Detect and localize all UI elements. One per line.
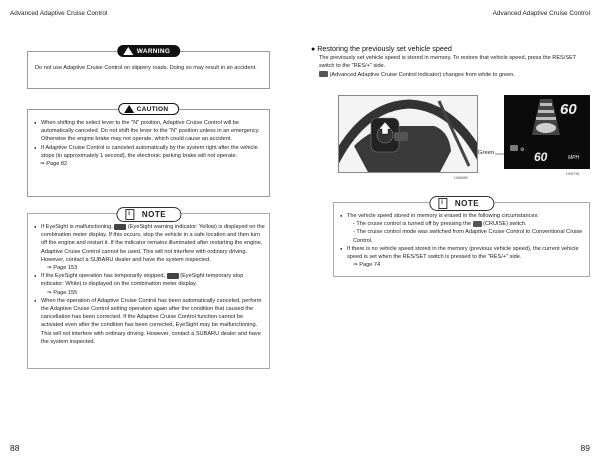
note-item: ● When the operation of Adaptive Cruise Control has been automatically canceled, perform the Adaptive Cruise Control setting operation again after the condition that caused the cancellation has been corrected. If the Adaptive Cruise Control function cannot be activated even after the condition has been corrected, EyeSight may be malfunctioning. This will not interfere with ordinary driving. However, contact a SUBARU dealer and have the system inspected. bbox=[34, 297, 266, 346]
caution-item: ● When shifting the select lever to the "N" position, Adaptive Cruise Control will be automatically canceled. Do not shift the lever to the "N" position unless in an emergency. Otherwise the engine brake may not operate, which could cause an accident. bbox=[34, 119, 266, 144]
running-header-left: Advanced Adaptive Cruise Control bbox=[10, 10, 108, 17]
caution-triangle-icon bbox=[124, 105, 134, 113]
page-number-right: 89 bbox=[580, 443, 590, 453]
speed-unit: MPH bbox=[568, 155, 580, 161]
note-item: ● If EyeSight is malfunctioning, (EyeSight warning indicator: Yellow) is displayed on the combination meter display. If this occurs, stop the vehicle in a safe location and then turn off the engine and restart it. If the indicator remains illuminated after restarting the engine, Adaptive Cruise Control cannot be used. This will not interfere with ordinary driving. However, contact a SUBARU dealer and have the system inspected. ⇒ Page 153 bbox=[34, 223, 266, 272]
current-speed-readout: 60 bbox=[534, 150, 548, 164]
warning-box bbox=[27, 47, 270, 89]
caution-box bbox=[27, 105, 270, 197]
warning-label-wrap bbox=[117, 45, 181, 57]
note-page-ref[interactable]: ⇒ Page 74 bbox=[353, 262, 381, 269]
wheel-figure-code: H0866B bbox=[454, 176, 468, 180]
cruise-switch-icon bbox=[473, 221, 482, 227]
steering-wheel-figure bbox=[338, 95, 478, 173]
warning-triangle-icon bbox=[123, 47, 133, 55]
meter-figure-code: H06735 bbox=[566, 172, 580, 176]
note-page-ref[interactable]: ⇒ Page 155 bbox=[47, 289, 78, 296]
caution-label: CAUTION bbox=[118, 103, 180, 115]
section-title: ● Restoring the previously set vehicle speed bbox=[311, 44, 452, 53]
set-speed-readout: 60 bbox=[560, 101, 577, 118]
running-header-right: Advanced Adaptive Cruise Control bbox=[492, 10, 590, 17]
warning-text: Do not use Adaptive Cruise Control on slippery roads. Doing so may result in an accident. bbox=[35, 65, 257, 71]
cruise-indicator-icon bbox=[319, 71, 328, 77]
note-item: ● If the EyeSight operation has temporarily stopped, (EyeSight temporary stop indicator: White) is displayed on the combination meter display. ⇒ Page 155 bbox=[34, 272, 266, 297]
warning-label: WARNING bbox=[117, 45, 181, 57]
section-body-text: The previously set vehicle speed is stored in memory. To restore that vehicle speed, press the RES/SET switch to the "RES/+" side. bbox=[319, 55, 577, 70]
note-item: ● If there is no vehicle speed stored in the memory (previous vehicle speed), the current vehicle speed is set when the RES/SET switch is pressed to the "RES/+" side. ⇒ Page 74 bbox=[340, 245, 586, 270]
green-indicator-label: Green bbox=[478, 150, 495, 156]
caution-label-wrap bbox=[118, 103, 180, 115]
section-body bbox=[319, 54, 591, 79]
note-page-ref[interactable]: ⇒ Page 153 bbox=[47, 265, 78, 272]
eyesight-temporary-stop-icon bbox=[167, 273, 179, 279]
steering-wheel-illustration bbox=[339, 96, 478, 173]
eyesight-warning-icon bbox=[114, 224, 126, 230]
note-box-right bbox=[333, 199, 590, 277]
note-label-right: i NOTE bbox=[429, 196, 494, 211]
note-icon: i bbox=[125, 209, 134, 220]
caution-page-ref[interactable]: ⇒ Page 82 bbox=[40, 161, 68, 168]
caution-item: ● If Adaptive Cruise Control is canceled automatically by the system right after the vehicle stops (in approximately 1 second), the electronic parking brake will not operate. bbox=[34, 144, 266, 160]
section-indicator-line: (Advanced Adaptive Cruise Control indicator) changes from white to green. bbox=[319, 71, 591, 79]
note-icon: i bbox=[438, 198, 447, 209]
note-subitem: - The cruise control is turned off by pressing the (CRUISE) switch. bbox=[353, 221, 527, 228]
page-number-left: 88 bbox=[10, 443, 20, 453]
note-label-left: i NOTE bbox=[116, 207, 181, 222]
svg-text:⚙: ⚙ bbox=[520, 147, 525, 153]
note-item: ● The vehicle speed stored in memory is erased in the following circumstances: - The cruise control is turned off by pressing the (CRUISE) switch. - The cruise control mode was switched from Adaptive Cruise Control to Conventional Cruise Control. bbox=[340, 212, 586, 245]
note-subitem: - The cruise control mode was switched from Adaptive Cruise Control to Conventional Cruise Control. bbox=[353, 229, 583, 244]
meter-display-figure bbox=[504, 95, 590, 169]
note-box-left bbox=[27, 210, 270, 369]
